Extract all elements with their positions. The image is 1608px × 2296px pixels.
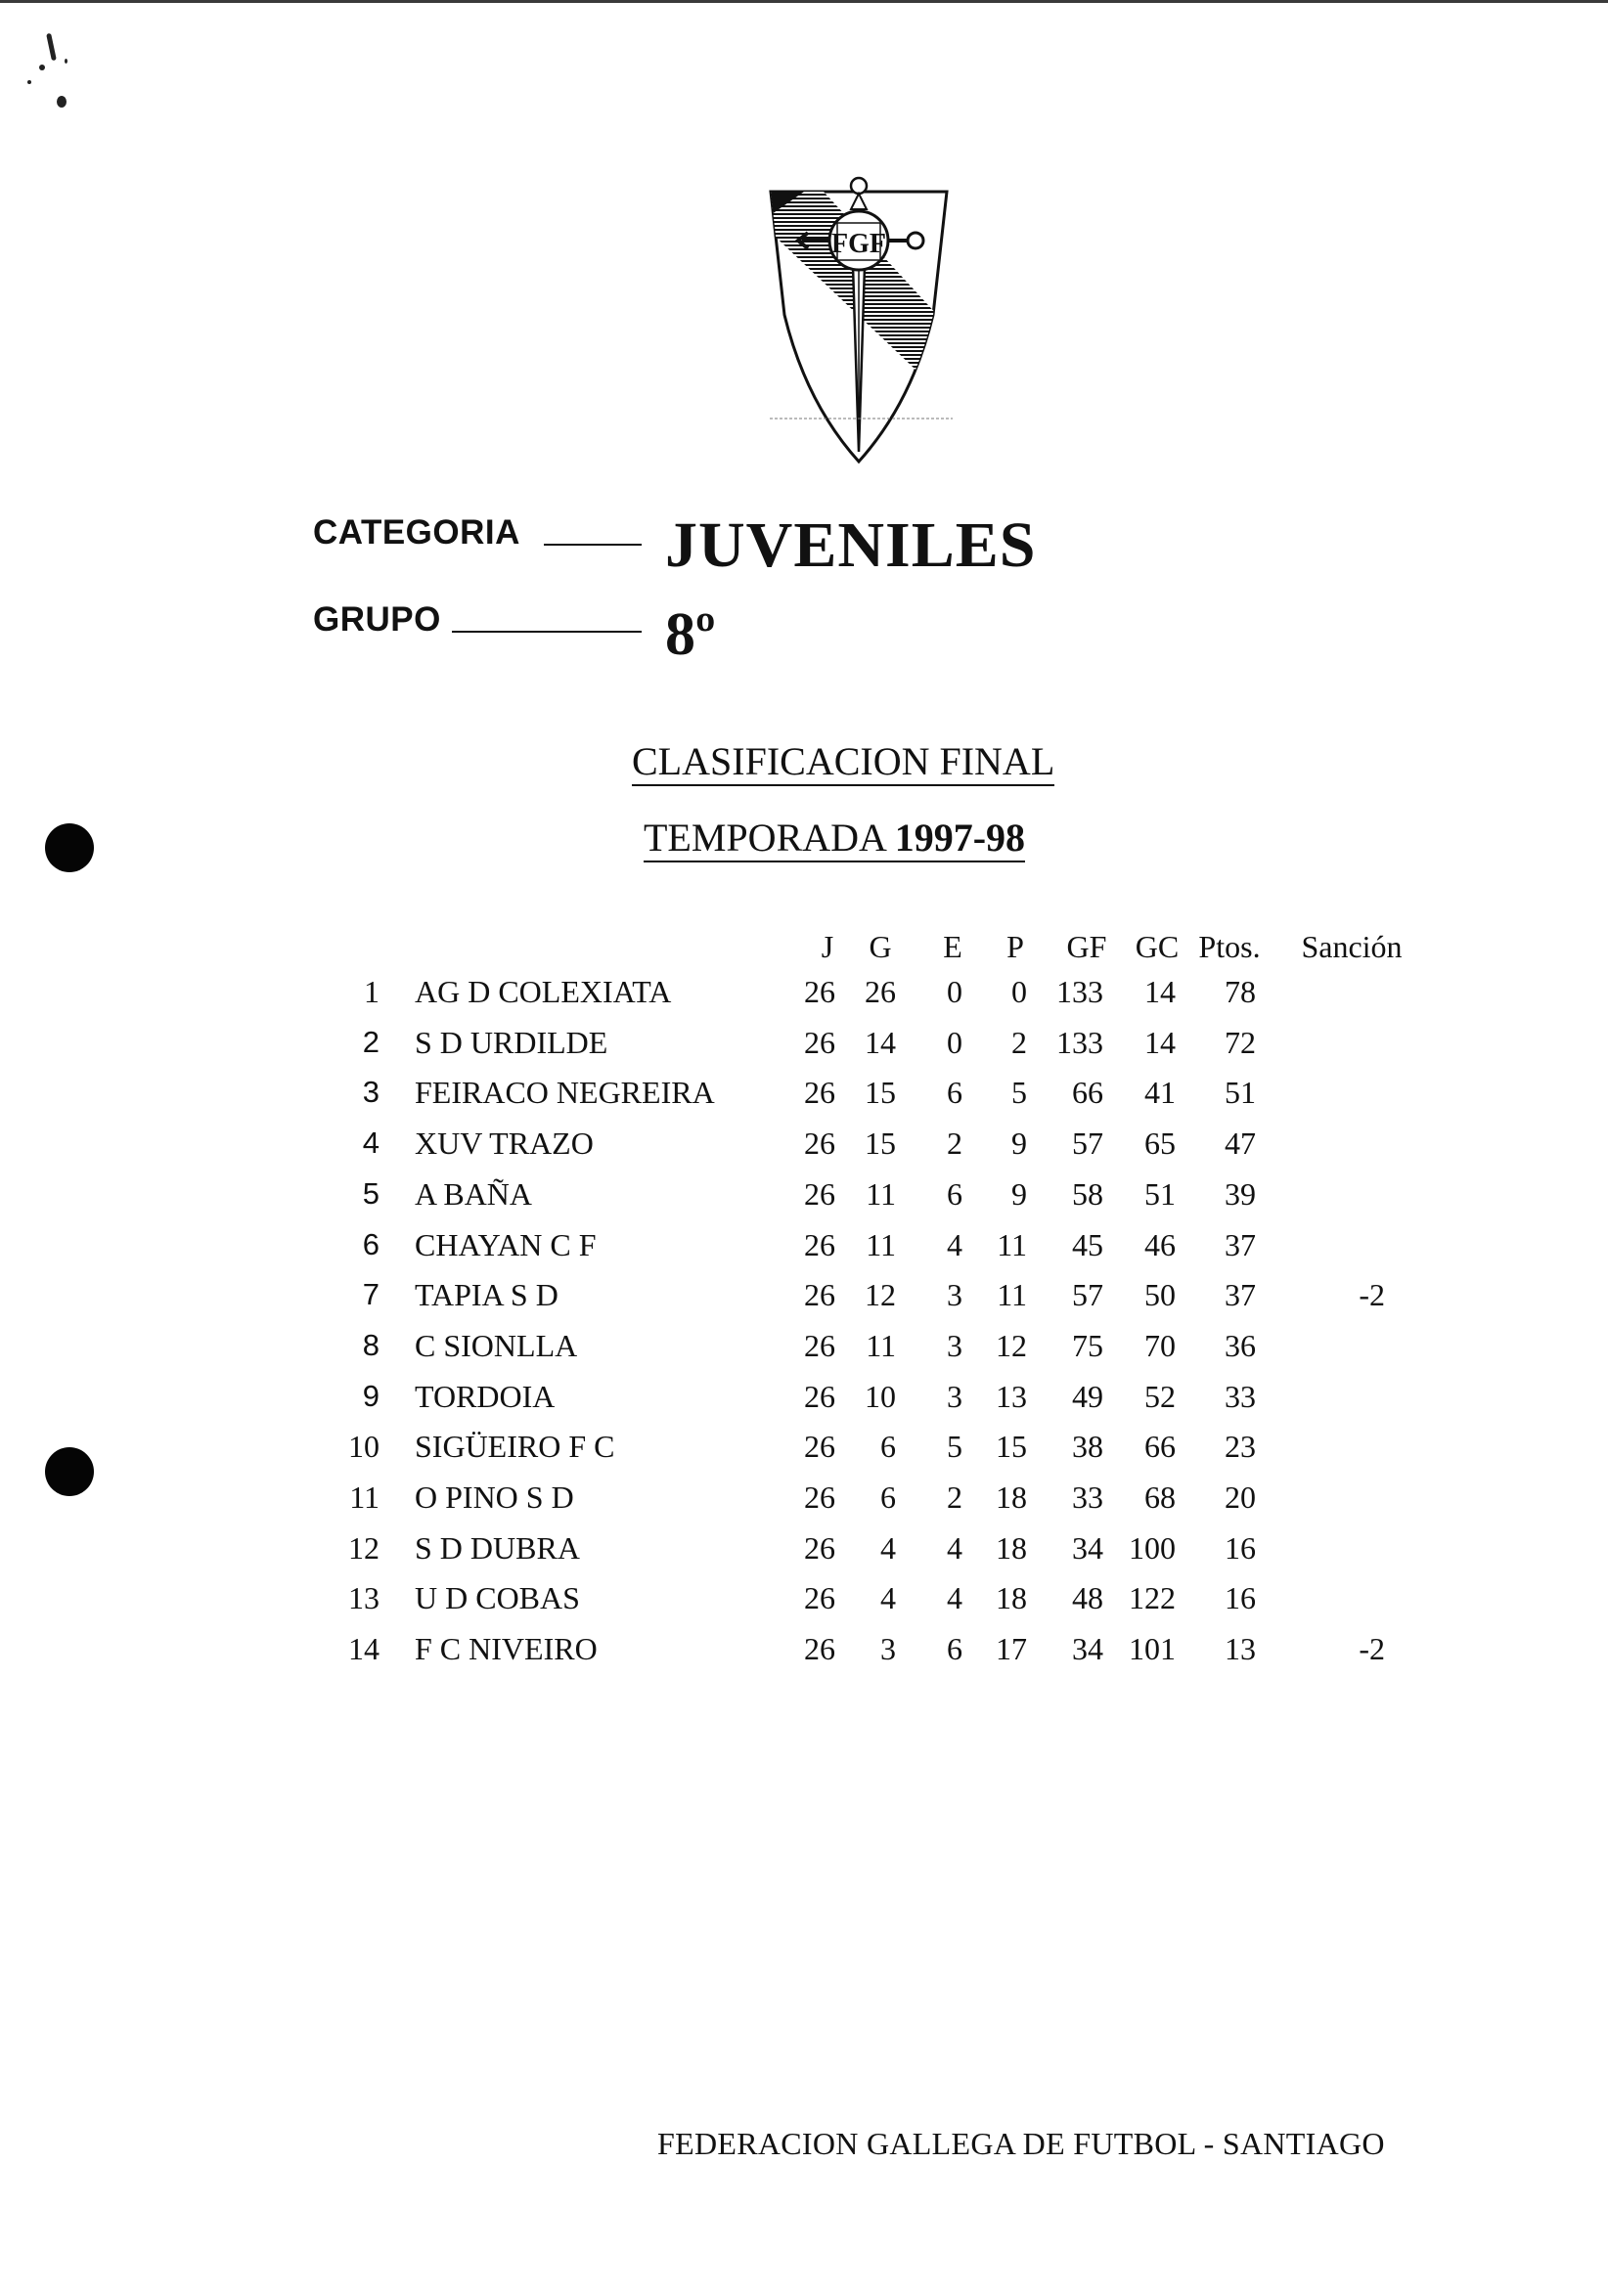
scan-speck bbox=[27, 80, 31, 84]
points-cell: 47 bbox=[1225, 1126, 1256, 1161]
points-cell: 78 bbox=[1225, 974, 1256, 1009]
goals-against-cell: 50 bbox=[1144, 1277, 1176, 1312]
col-header-pts: Ptos. bbox=[1198, 929, 1261, 964]
scan-edge-line bbox=[0, 0, 1608, 3]
won-cell: 11 bbox=[866, 1227, 896, 1262]
position-cell: 4 bbox=[362, 1126, 380, 1160]
won-cell: 26 bbox=[865, 974, 896, 1009]
goals-against-cell: 51 bbox=[1144, 1176, 1176, 1212]
played-cell: 26 bbox=[804, 974, 835, 1009]
drawn-cell: 2 bbox=[947, 1479, 962, 1515]
won-cell: 11 bbox=[866, 1176, 896, 1212]
goals-for-cell: 45 bbox=[1072, 1227, 1103, 1262]
drawn-cell: 2 bbox=[947, 1126, 962, 1161]
points-cell: 13 bbox=[1225, 1631, 1256, 1666]
team-name-cell: TORDOIA bbox=[415, 1379, 556, 1414]
drawn-cell: 6 bbox=[947, 1176, 962, 1212]
team-name-cell: C SIONLLA bbox=[415, 1328, 578, 1363]
team-name-cell: S D URDILDE bbox=[415, 1025, 608, 1060]
lost-cell: 18 bbox=[996, 1580, 1027, 1615]
col-header-j: J bbox=[821, 929, 834, 964]
won-cell: 14 bbox=[865, 1025, 896, 1060]
goals-against-cell: 46 bbox=[1144, 1227, 1176, 1262]
team-name-cell: A BAÑA bbox=[415, 1176, 533, 1212]
sanction-cell: -2 bbox=[1359, 1277, 1385, 1312]
goals-for-cell: 33 bbox=[1072, 1479, 1103, 1515]
played-cell: 26 bbox=[804, 1328, 835, 1363]
scan-speck bbox=[57, 96, 67, 108]
drawn-cell: 6 bbox=[947, 1075, 962, 1110]
goals-against-cell: 68 bbox=[1144, 1479, 1176, 1515]
lost-cell: 9 bbox=[1011, 1176, 1027, 1212]
drawn-cell: 5 bbox=[947, 1429, 962, 1464]
drawn-cell: 3 bbox=[947, 1277, 962, 1312]
won-cell: 4 bbox=[880, 1530, 896, 1566]
col-header-p: P bbox=[1006, 929, 1024, 964]
drawn-cell: 0 bbox=[947, 974, 962, 1009]
goals-for-cell: 57 bbox=[1072, 1126, 1103, 1161]
lost-cell: 11 bbox=[997, 1227, 1027, 1262]
final-standings-heading: CLASIFICACION FINAL bbox=[632, 739, 1054, 786]
played-cell: 26 bbox=[804, 1075, 835, 1110]
won-cell: 15 bbox=[865, 1075, 896, 1110]
punch-hole-top bbox=[45, 823, 94, 872]
played-cell: 26 bbox=[804, 1176, 835, 1212]
lost-cell: 0 bbox=[1011, 974, 1027, 1009]
group-underline bbox=[452, 631, 642, 633]
col-header-gc: GC bbox=[1135, 929, 1180, 964]
won-cell: 4 bbox=[880, 1580, 896, 1615]
won-cell: 15 bbox=[865, 1126, 896, 1161]
goals-for-cell: 57 bbox=[1072, 1277, 1103, 1312]
team-name-cell: SIGÜEIRO F C bbox=[415, 1429, 615, 1464]
points-cell: 39 bbox=[1225, 1176, 1256, 1212]
lost-cell: 15 bbox=[996, 1429, 1027, 1464]
position-cell: 12 bbox=[348, 1530, 380, 1566]
col-header-gf: GF bbox=[1066, 929, 1107, 964]
lost-cell: 13 bbox=[996, 1379, 1027, 1414]
played-cell: 26 bbox=[804, 1277, 835, 1312]
category-label: CATEGORIA bbox=[313, 513, 520, 552]
category-value: JUVENILES bbox=[665, 509, 1037, 581]
played-cell: 26 bbox=[804, 1025, 835, 1060]
team-name-cell: U D COBAS bbox=[415, 1580, 580, 1615]
points-cell: 51 bbox=[1225, 1075, 1256, 1110]
lost-cell: 17 bbox=[996, 1631, 1027, 1666]
group-label: GRUPO bbox=[313, 600, 441, 639]
season-heading bbox=[644, 816, 1025, 862]
goals-against-cell: 100 bbox=[1129, 1530, 1176, 1566]
federation-footer: FEDERACION GALLEGA DE FUTBOL - SANTIAGO bbox=[657, 2126, 1385, 2161]
played-cell: 26 bbox=[804, 1126, 835, 1161]
goals-for-cell: 38 bbox=[1072, 1429, 1103, 1464]
won-cell: 10 bbox=[865, 1379, 896, 1414]
goals-for-cell: 133 bbox=[1056, 1025, 1103, 1060]
goals-against-cell: 66 bbox=[1144, 1429, 1176, 1464]
played-cell: 26 bbox=[804, 1631, 835, 1666]
lost-cell: 12 bbox=[996, 1328, 1027, 1363]
position-cell: 6 bbox=[362, 1227, 380, 1261]
goals-for-cell: 133 bbox=[1056, 974, 1103, 1009]
scan-speck bbox=[46, 33, 57, 61]
drawn-cell: 3 bbox=[947, 1379, 962, 1414]
position-cell: 1 bbox=[364, 974, 380, 1009]
won-cell: 6 bbox=[880, 1429, 896, 1464]
punch-hole-bottom bbox=[45, 1447, 94, 1496]
goals-for-cell: 49 bbox=[1072, 1379, 1103, 1414]
goals-against-cell: 101 bbox=[1129, 1631, 1176, 1666]
drawn-cell: 3 bbox=[947, 1328, 962, 1363]
points-cell: 72 bbox=[1225, 1025, 1256, 1060]
played-cell: 26 bbox=[804, 1479, 835, 1515]
won-cell: 12 bbox=[865, 1277, 896, 1312]
played-cell: 26 bbox=[804, 1580, 835, 1615]
position-cell: 9 bbox=[362, 1379, 380, 1413]
played-cell: 26 bbox=[804, 1379, 835, 1414]
team-name-cell: XUV TRAZO bbox=[415, 1126, 594, 1161]
played-cell: 26 bbox=[804, 1530, 835, 1566]
col-header-e: E bbox=[943, 929, 962, 964]
season-year: 1997-98 bbox=[894, 816, 1026, 860]
position-cell: 10 bbox=[348, 1429, 380, 1464]
lost-cell: 18 bbox=[996, 1530, 1027, 1566]
points-cell: 37 bbox=[1225, 1227, 1256, 1262]
goals-against-cell: 14 bbox=[1144, 974, 1176, 1009]
position-cell: 7 bbox=[362, 1277, 380, 1311]
goals-against-cell: 65 bbox=[1144, 1126, 1176, 1161]
position-cell: 5 bbox=[362, 1176, 380, 1211]
points-cell: 16 bbox=[1225, 1580, 1256, 1615]
scan-speck bbox=[65, 59, 67, 64]
season-prefix: TEMPORADA bbox=[644, 816, 885, 860]
won-cell: 3 bbox=[880, 1631, 896, 1666]
group-value: 8º bbox=[665, 601, 716, 668]
position-cell: 3 bbox=[362, 1075, 380, 1109]
goals-for-cell: 34 bbox=[1072, 1631, 1103, 1666]
goals-for-cell: 34 bbox=[1072, 1530, 1103, 1566]
points-cell: 20 bbox=[1225, 1479, 1256, 1515]
team-name-cell: F C NIVEIRO bbox=[415, 1631, 598, 1666]
goals-for-cell: 75 bbox=[1072, 1328, 1103, 1363]
lost-cell: 2 bbox=[1011, 1025, 1027, 1060]
goals-for-cell: 58 bbox=[1072, 1176, 1103, 1212]
played-cell: 26 bbox=[804, 1227, 835, 1262]
played-cell: 26 bbox=[804, 1429, 835, 1464]
team-name-cell: CHAYAN C F bbox=[415, 1227, 597, 1262]
team-name-cell: S D DUBRA bbox=[415, 1530, 580, 1566]
team-name-cell: AG D COLEXIATA bbox=[415, 974, 672, 1009]
lost-cell: 9 bbox=[1011, 1126, 1027, 1161]
federation-crest-logo bbox=[765, 158, 953, 465]
position-cell: 13 bbox=[348, 1580, 380, 1615]
team-name-cell: O PINO S D bbox=[415, 1479, 574, 1515]
position-cell: 2 bbox=[362, 1025, 380, 1059]
drawn-cell: 6 bbox=[947, 1631, 962, 1666]
points-cell: 16 bbox=[1225, 1530, 1256, 1566]
position-cell: 8 bbox=[362, 1328, 380, 1362]
points-cell: 33 bbox=[1225, 1379, 1256, 1414]
svg-text:FGF: FGF bbox=[831, 229, 886, 259]
drawn-cell: 4 bbox=[947, 1227, 962, 1262]
won-cell: 11 bbox=[866, 1328, 896, 1363]
position-cell: 11 bbox=[349, 1479, 380, 1515]
points-cell: 37 bbox=[1225, 1277, 1256, 1312]
sanction-cell: -2 bbox=[1359, 1631, 1385, 1666]
goals-against-cell: 52 bbox=[1144, 1379, 1176, 1414]
lost-cell: 5 bbox=[1011, 1075, 1027, 1110]
drawn-cell: 0 bbox=[947, 1025, 962, 1060]
team-name-cell: TAPIA S D bbox=[415, 1277, 558, 1312]
goals-for-cell: 48 bbox=[1072, 1580, 1103, 1615]
goals-against-cell: 14 bbox=[1144, 1025, 1176, 1060]
scan-speck bbox=[39, 65, 45, 70]
points-cell: 36 bbox=[1225, 1328, 1256, 1363]
lost-cell: 11 bbox=[997, 1277, 1027, 1312]
goals-against-cell: 70 bbox=[1144, 1328, 1176, 1363]
drawn-cell: 4 bbox=[947, 1580, 962, 1615]
col-header-sancion: Sanción bbox=[1301, 929, 1403, 964]
won-cell: 6 bbox=[880, 1479, 896, 1515]
goals-against-cell: 122 bbox=[1129, 1580, 1176, 1615]
category-underline bbox=[544, 544, 642, 546]
position-cell: 14 bbox=[348, 1631, 380, 1666]
goals-for-cell: 66 bbox=[1072, 1075, 1103, 1110]
points-cell: 23 bbox=[1225, 1429, 1256, 1464]
col-header-g: G bbox=[869, 929, 892, 964]
lost-cell: 18 bbox=[996, 1479, 1027, 1515]
drawn-cell: 4 bbox=[947, 1530, 962, 1566]
team-name-cell: FEIRACO NEGREIRA bbox=[415, 1075, 715, 1110]
goals-against-cell: 41 bbox=[1144, 1075, 1176, 1110]
